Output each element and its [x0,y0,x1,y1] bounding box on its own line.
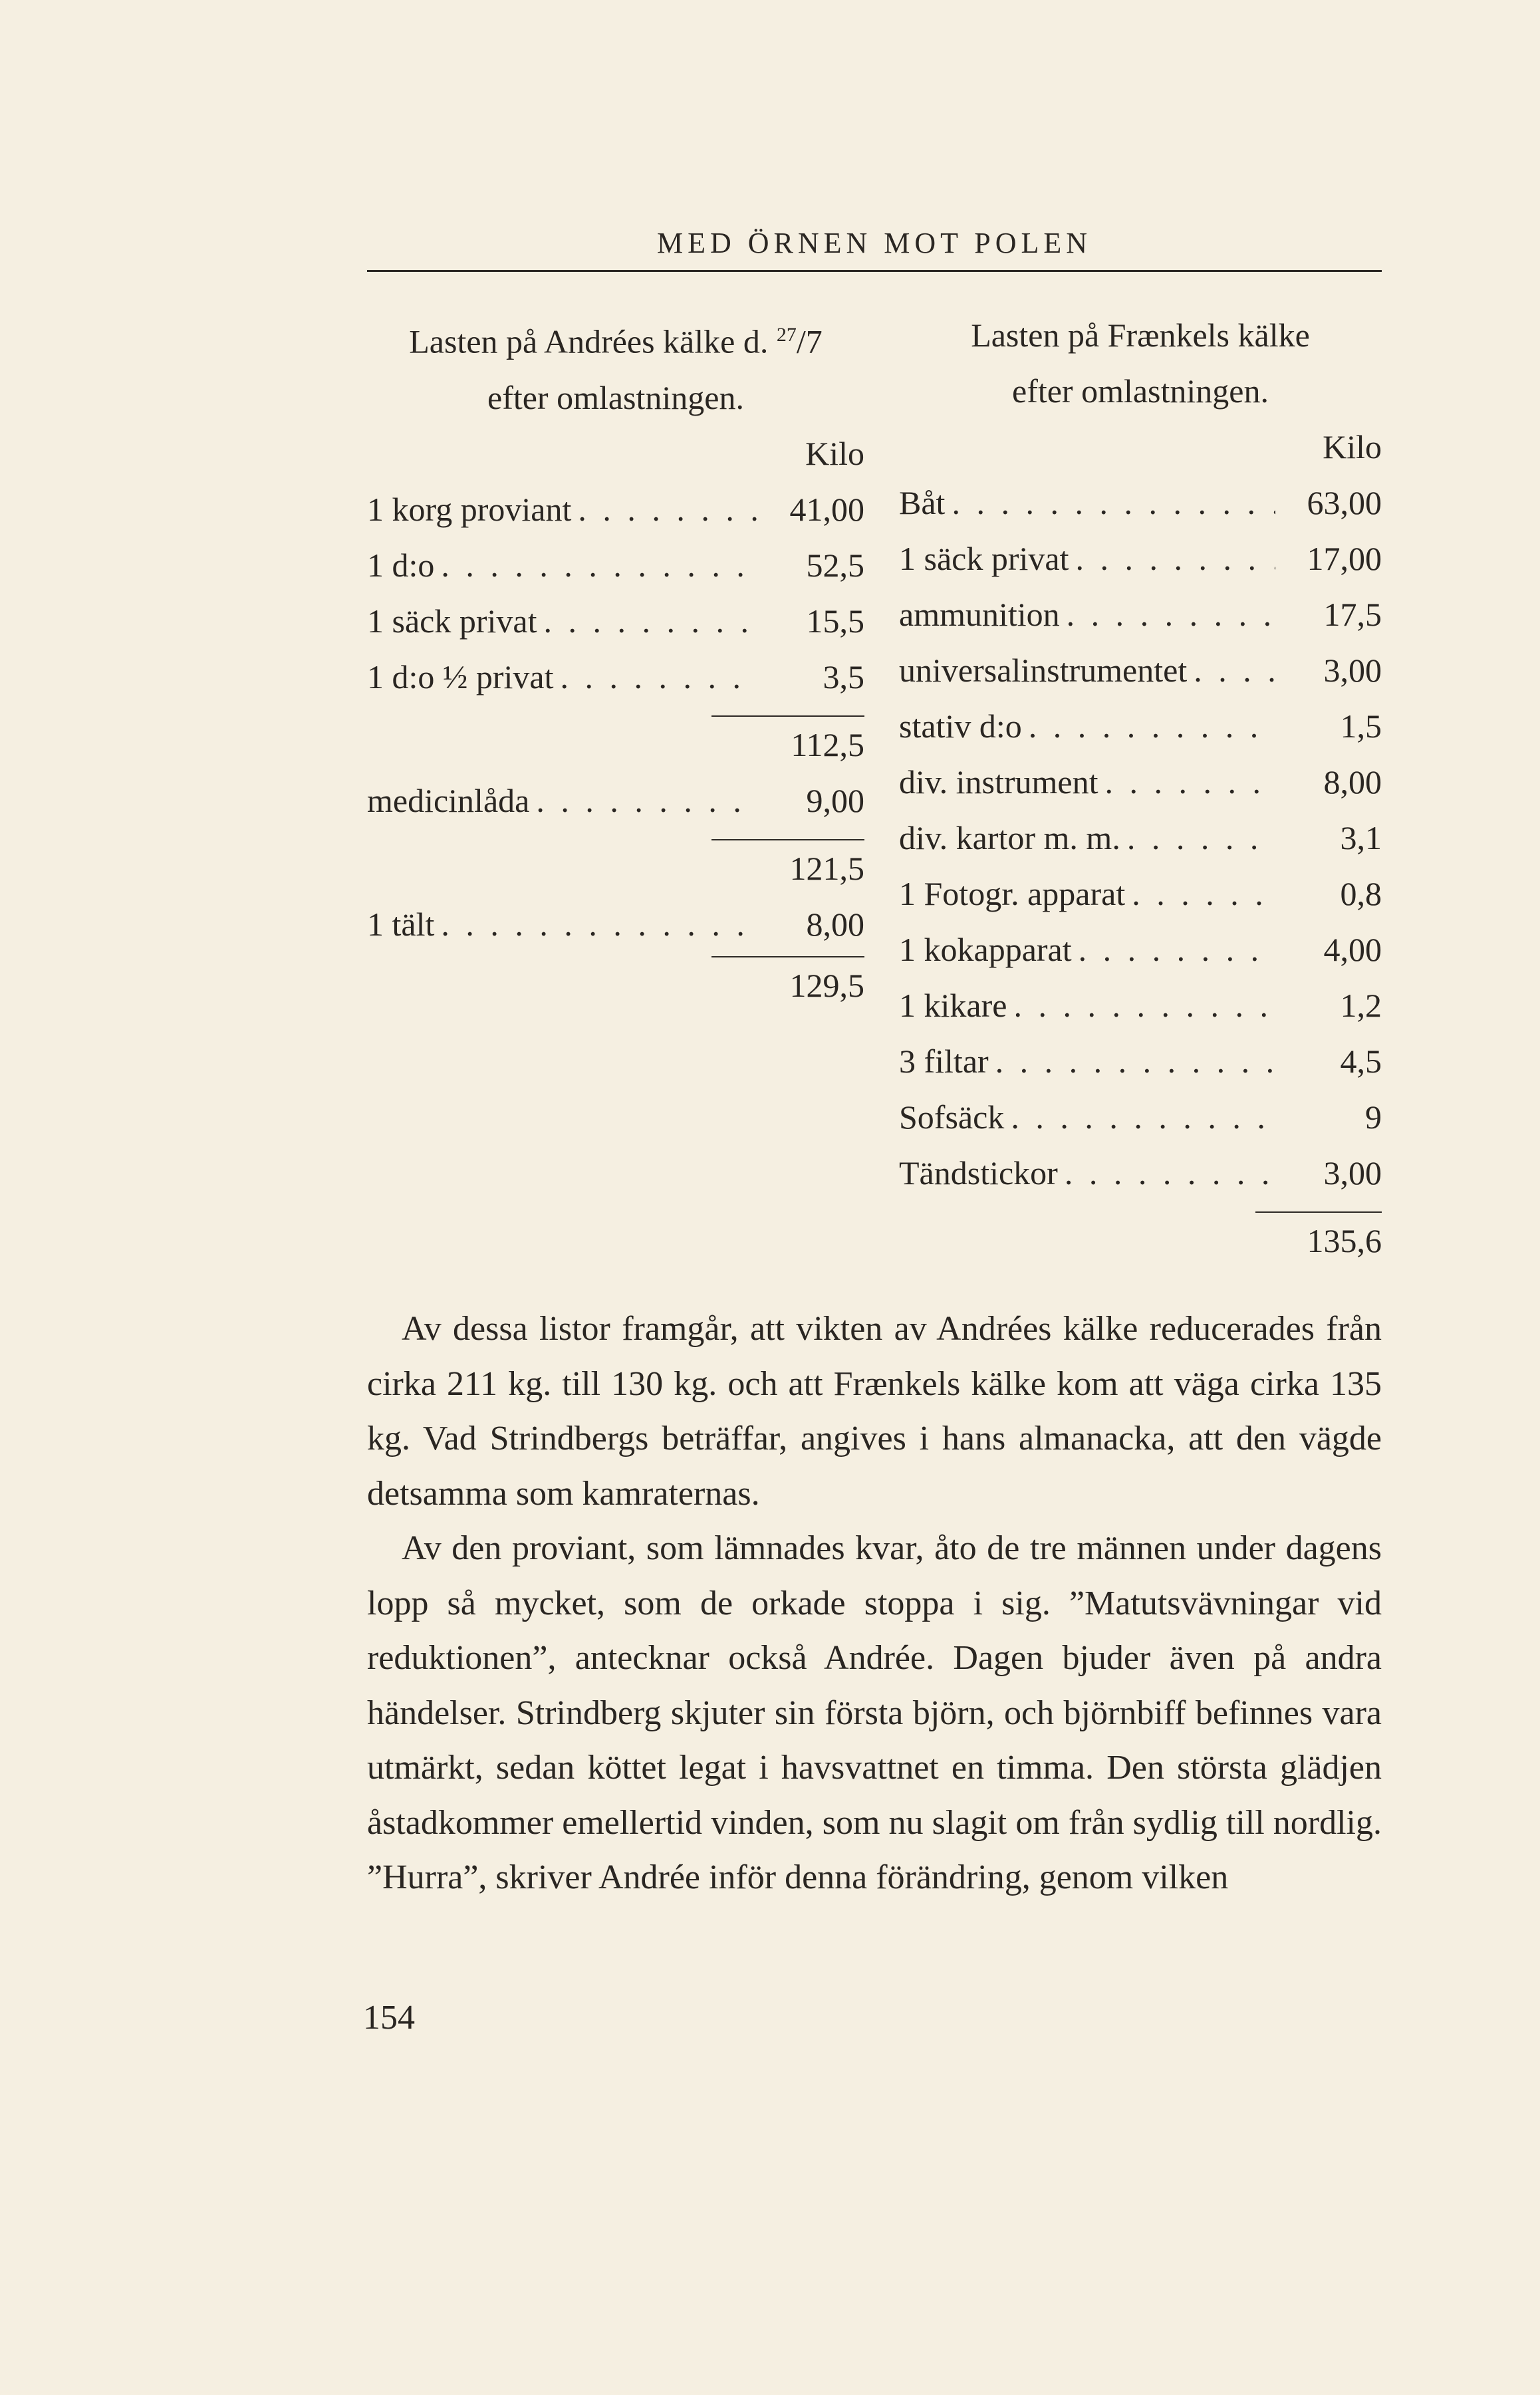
fraenkel-title-line1: Lasten på Frænkels kälke [971,316,1310,354]
row-label: medicinlåda [367,781,530,819]
subtotal-row [367,717,864,773]
row-value: 3,1 [1340,819,1382,856]
row-value: 8,00 [806,905,864,943]
total-row [899,1213,1382,1269]
row-label: Båt [899,484,946,521]
row-label: 3 filtar [899,1043,989,1080]
total-value: 129,5 [789,966,864,1004]
table-row [367,649,864,705]
row-label: 1 d:o [367,546,435,584]
row-label: universalinstrumentet [899,652,1188,689]
row-value: 3,00 [1323,1154,1382,1192]
total-row [367,957,864,1013]
table-row [367,593,864,649]
row-label: 1 säck privat [367,602,537,640]
subtotal-value: 121,5 [789,849,864,887]
page-number: 154 [363,1999,415,2037]
row-value: 63,00 [1307,484,1382,521]
table-row [899,977,1382,1033]
row-value: 3,5 [823,658,864,695]
row-label: 1 korg proviant [367,490,572,528]
table-row [367,537,864,593]
body-text [367,1302,1382,1906]
row-value: 9 [1365,1098,1382,1136]
row-value: 0,8 [1340,875,1382,912]
fraenkel-unit-header: Kilo [1323,428,1382,465]
table-row [899,754,1382,810]
row-label: 1 kokapparat [899,931,1072,968]
table-row [899,1033,1382,1089]
row-value: 3,00 [1323,652,1382,689]
table-row [899,1089,1382,1145]
andree-title-line2: efter omlastningen. [487,378,744,416]
row-label: 1 tält [367,905,435,943]
row-value: 41,00 [789,490,864,528]
fraenkel-sled-table [899,307,1382,1269]
fraenkel-title-line2: efter omlastningen. [1012,372,1269,410]
row-label: Tändstickor [899,1154,1058,1192]
row-label: div. kartor m. m. [899,819,1120,856]
row-label: 1 kikare [899,987,1007,1024]
table-row [899,642,1382,698]
subtotal-row [367,840,864,896]
andree-title-line1: Lasten på Andrées kälke d. [409,322,769,360]
andree-title-date-sub: /7 [796,322,823,360]
andree-table-title [367,307,864,370]
row-value: 52,5 [806,546,864,584]
row-label: div. instrument [899,763,1098,801]
table-row [367,896,864,952]
paragraph: Av dessa listor framgår, att vikten av Andrées kälke reducerades från cirka 211 kg. till 130 kg. och att Frænkels kälke kom att väga cirka 135 kg. Vad Strindbergs beträffar, angives i hans almanacka, att den vägde detsamma som kamraternas. [367,1310,1382,1513]
row-label: stativ d:o [899,707,1022,745]
row-value: 17,5 [1323,596,1382,633]
row-value: 15,5 [806,602,864,640]
row-value: 9,00 [806,781,864,819]
row-label: ammunition [899,596,1060,633]
row-value: 4,00 [1323,931,1382,968]
row-value: 4,5 [1340,1043,1382,1080]
row-label: Sofsäck [899,1098,1005,1136]
row-label: 1 säck privat [899,540,1069,577]
table-row [899,1145,1382,1201]
subtotal-value: 112,5 [791,725,864,763]
row-value: 1,5 [1340,707,1382,745]
table-row [899,475,1382,531]
table-row [899,866,1382,922]
table-row [899,531,1382,586]
table-row [899,698,1382,754]
table-row [899,922,1382,977]
andree-sled-table [367,307,864,1013]
total-value: 135,6 [1307,1222,1382,1259]
row-value: 17,00 [1307,540,1382,577]
paragraph: Av den proviant, som lämnades kvar, åto de tre männen under dagens lopp så mycket, som de orkade stoppa i sig. ”Matutsvävningar vid reduktionen”, antecknar också Andrée. Dagen bjuder även på andra händelser. Strindberg skjuter sin första björn, och björnbiff befinnes vara utmärkt, sedan köttet legat i havsvattnet en timma. Den största glädjen åstadkommer emellertid vinden, som nu slagit om från sydlig till nordlig. ”Hurra”, skriver Andrée inför denna förändring, genom vilken [367,1529,1382,1896]
header-rule [367,270,1382,272]
table-row [367,773,864,828]
running-title: MED ÖRNEN MOT POLEN [656,227,1092,259]
table-row [899,586,1382,642]
row-label: 1 d:o ½ privat [367,658,554,695]
row-value: 8,00 [1323,763,1382,801]
andree-unit-header: Kilo [805,434,864,472]
andree-title-date-sup: 27 [776,324,797,346]
table-row [367,481,864,537]
row-value: 1,2 [1340,987,1382,1024]
row-label: 1 Fotogr. apparat [899,875,1126,912]
table-row [899,810,1382,866]
